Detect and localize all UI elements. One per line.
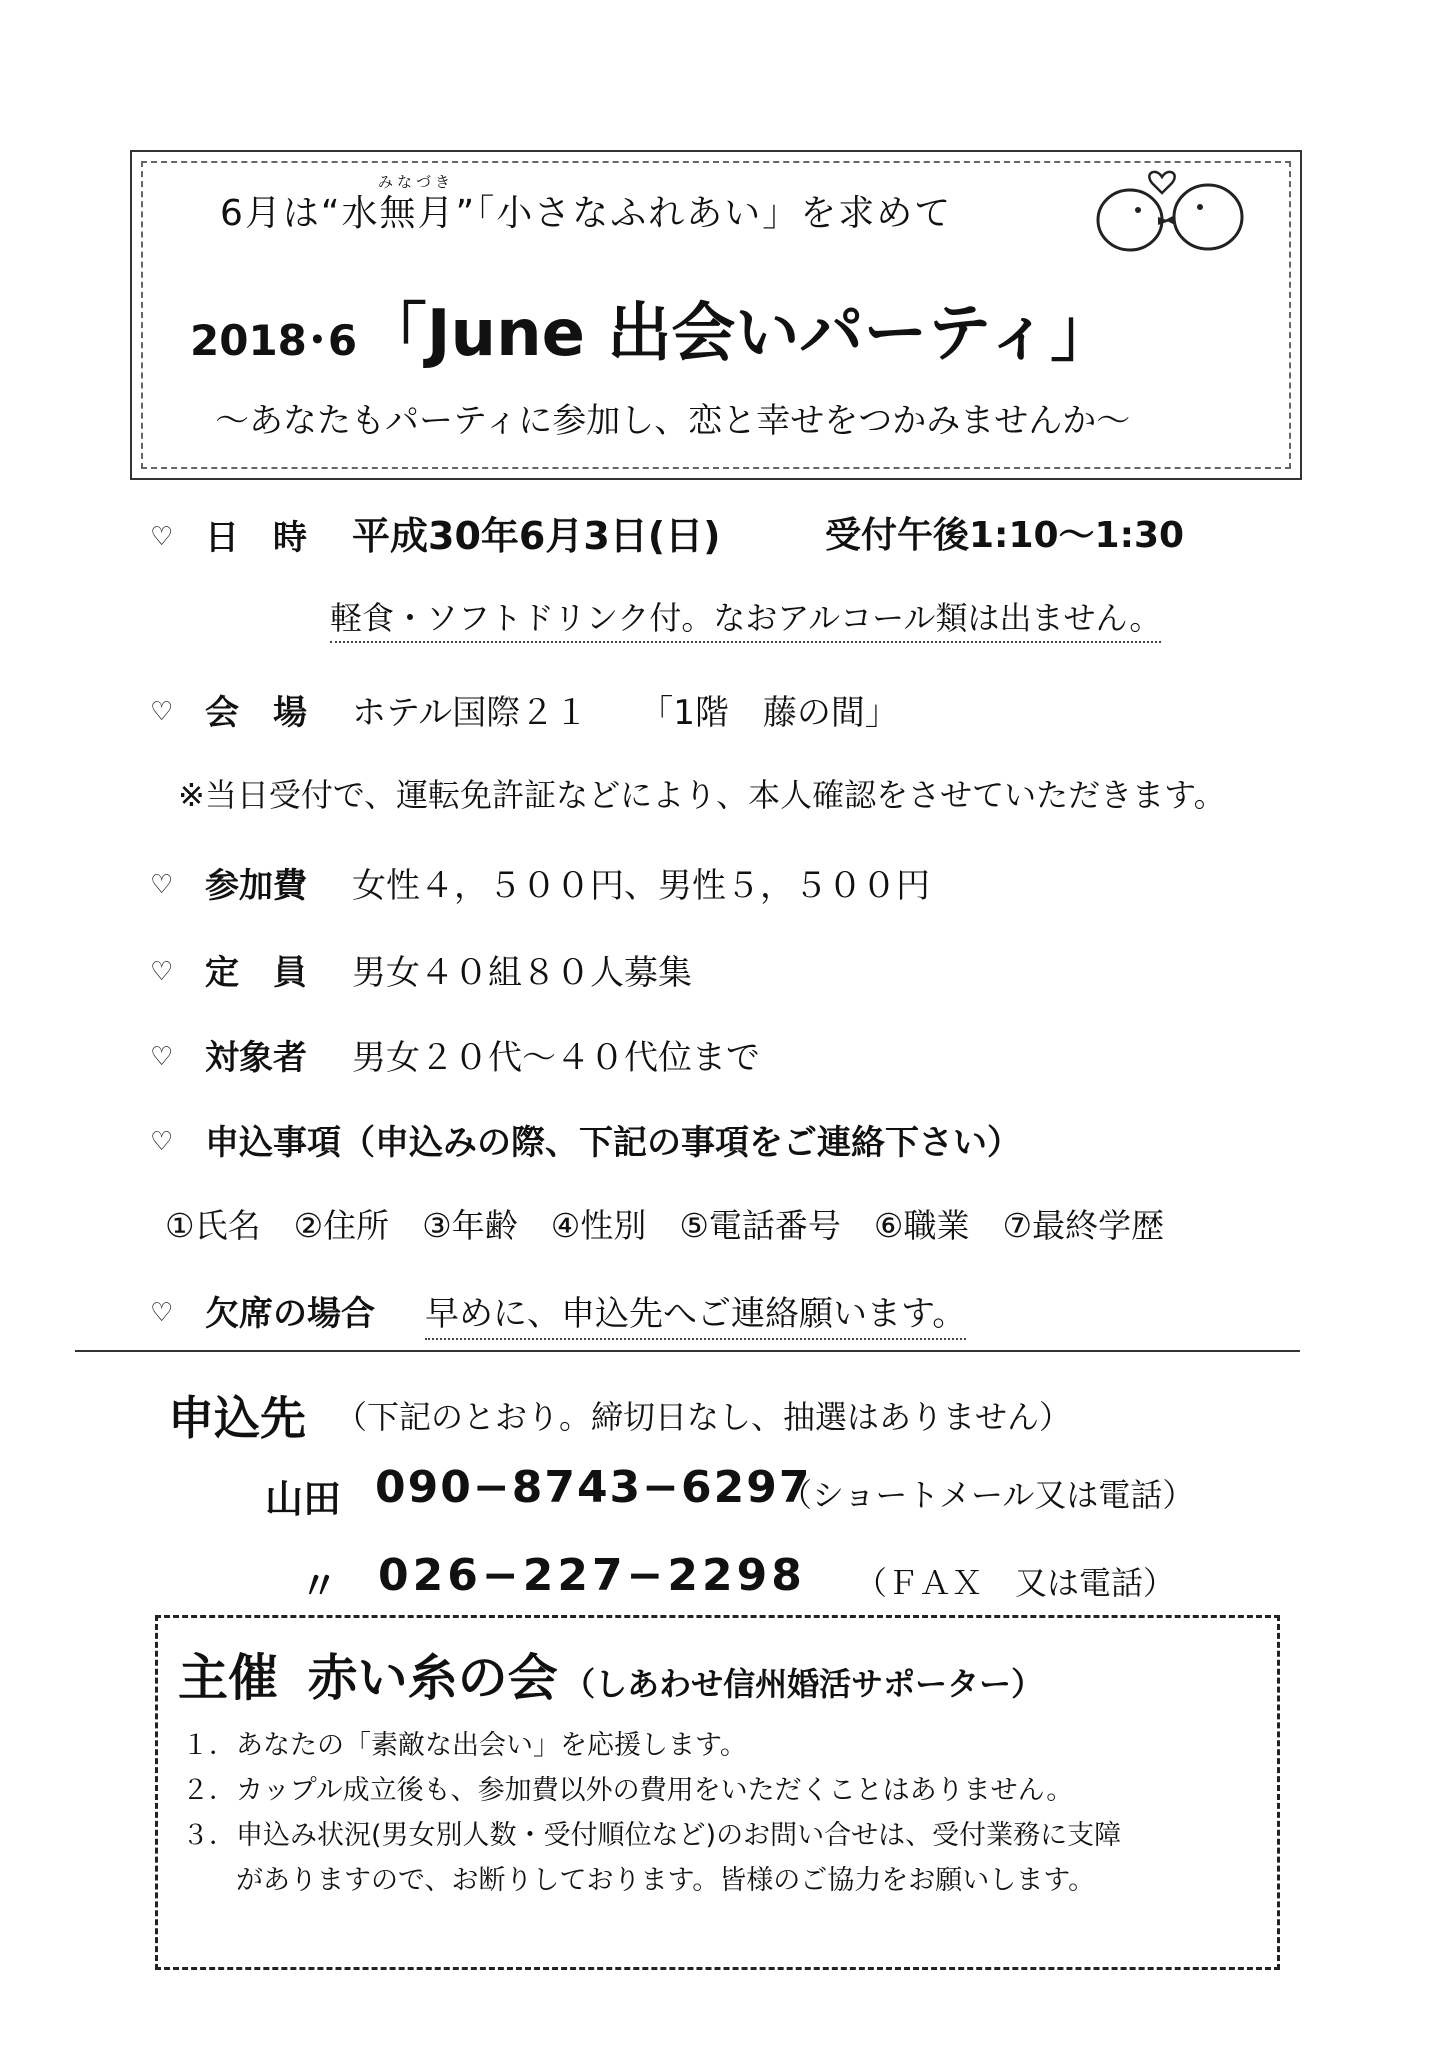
organizer-item: ２．カップル成立後も、参加費以外の費用をいただくことはありません。 [182, 1775, 1074, 1806]
organizer-name: 赤い糸の会 [307, 1649, 558, 1707]
organizer-item: １．あなたの「素敵な出会い」を応援します。 [182, 1730, 747, 1761]
phone-mobile-note: （ショートメール又は電話） [780, 1476, 1195, 1514]
contact-heading: 申込先 [168, 1391, 306, 1445]
title-year: 2018･6 [190, 316, 358, 365]
absence-label: 欠席の場合 [205, 1294, 375, 1334]
id-note: ※当日受付で、運転免許証などにより、本人確認をさせていただきます。 [178, 776, 1226, 814]
absence-value: 早めに、申込先へご連絡願います。 [425, 1286, 966, 1335]
organizer-sub: （しあわせ信州婚活サポーター） [563, 1665, 1044, 1703]
fee-label: 参加費 [205, 866, 307, 906]
organizer-label: 主催 [178, 1649, 278, 1707]
divider [75, 1350, 1300, 1352]
ditto-mark: 〃 [300, 1564, 339, 1608]
venue-label: 会 場 [205, 693, 307, 733]
furigana: みなづき [378, 173, 455, 191]
apply-items: ①氏名 ②住所 ③年齢 ④性別 ⑤電話番号 ⑥職業 ⑦最終学歴 [165, 1206, 1165, 1245]
contact-name: 山田 [265, 1477, 342, 1521]
phone-mobile: 090−8743−6297 [375, 1462, 812, 1513]
heart-bullet-icon: ♡ [150, 1298, 174, 1328]
contact-note: （下記のとおり。締切日なし、抽選はありません） [335, 1398, 1072, 1436]
title-main: 「June 出会いパーティ」 [362, 297, 1115, 371]
organizer-item: ３．申込み状況(男女別人数・受付順位など)のお問い合せは、受付業務に支障 [182, 1820, 1122, 1851]
heart-bullet-icon: ♡ [150, 697, 174, 727]
datetime-value: 平成30年6月3日(日) [352, 514, 721, 558]
subtitle: 6月は“水無月”「小さなふれあい」を求めて [220, 193, 953, 234]
organizer-heading [178, 1638, 1043, 1710]
food-note: 軽食・ソフトドリンク付。なおアルコール類は出ません。 [330, 593, 1161, 639]
reception-time: 受付午後1:10～1:30 [825, 515, 1185, 556]
target-label: 対象者 [205, 1038, 307, 1078]
datetime-label: 日 時 [205, 518, 307, 558]
phone-fax: 026−227−2298 [378, 1550, 806, 1601]
venue-value: ホテル国際２１ 「1階 藤の間」 [352, 693, 899, 733]
heart-bullet-icon: ♡ [150, 957, 174, 987]
phone-fax-note: （ＦＡＸ 又は電話） [855, 1564, 1176, 1602]
heart-bullet-icon: ♡ [150, 870, 174, 900]
capacity-label: 定 員 [205, 953, 307, 993]
capacity-value: 男女４０組８０人募集 [352, 953, 692, 993]
heart-bullet-icon: ♡ [150, 522, 174, 552]
fee-value: 女性４，５００円、男性５，５００円 [352, 866, 930, 906]
tagline: ～あなたもパーティに参加し、恋と幸せをつかみませんか～ [215, 401, 1131, 441]
birds-illustration-icon [1080, 155, 1260, 265]
heart-bullet-icon: ♡ [150, 1127, 174, 1157]
target-value: 男女２０代～４０代位まで [352, 1038, 760, 1078]
heart-bullet-icon: ♡ [150, 1042, 174, 1072]
main-title [190, 282, 1114, 374]
organizer-item: がありますので、お断りしております。皆様のご協力をお願いします。 [182, 1865, 1096, 1896]
apply-label: 申込事項（申込みの際、下記の事項をご連絡下さい） [205, 1123, 1021, 1163]
